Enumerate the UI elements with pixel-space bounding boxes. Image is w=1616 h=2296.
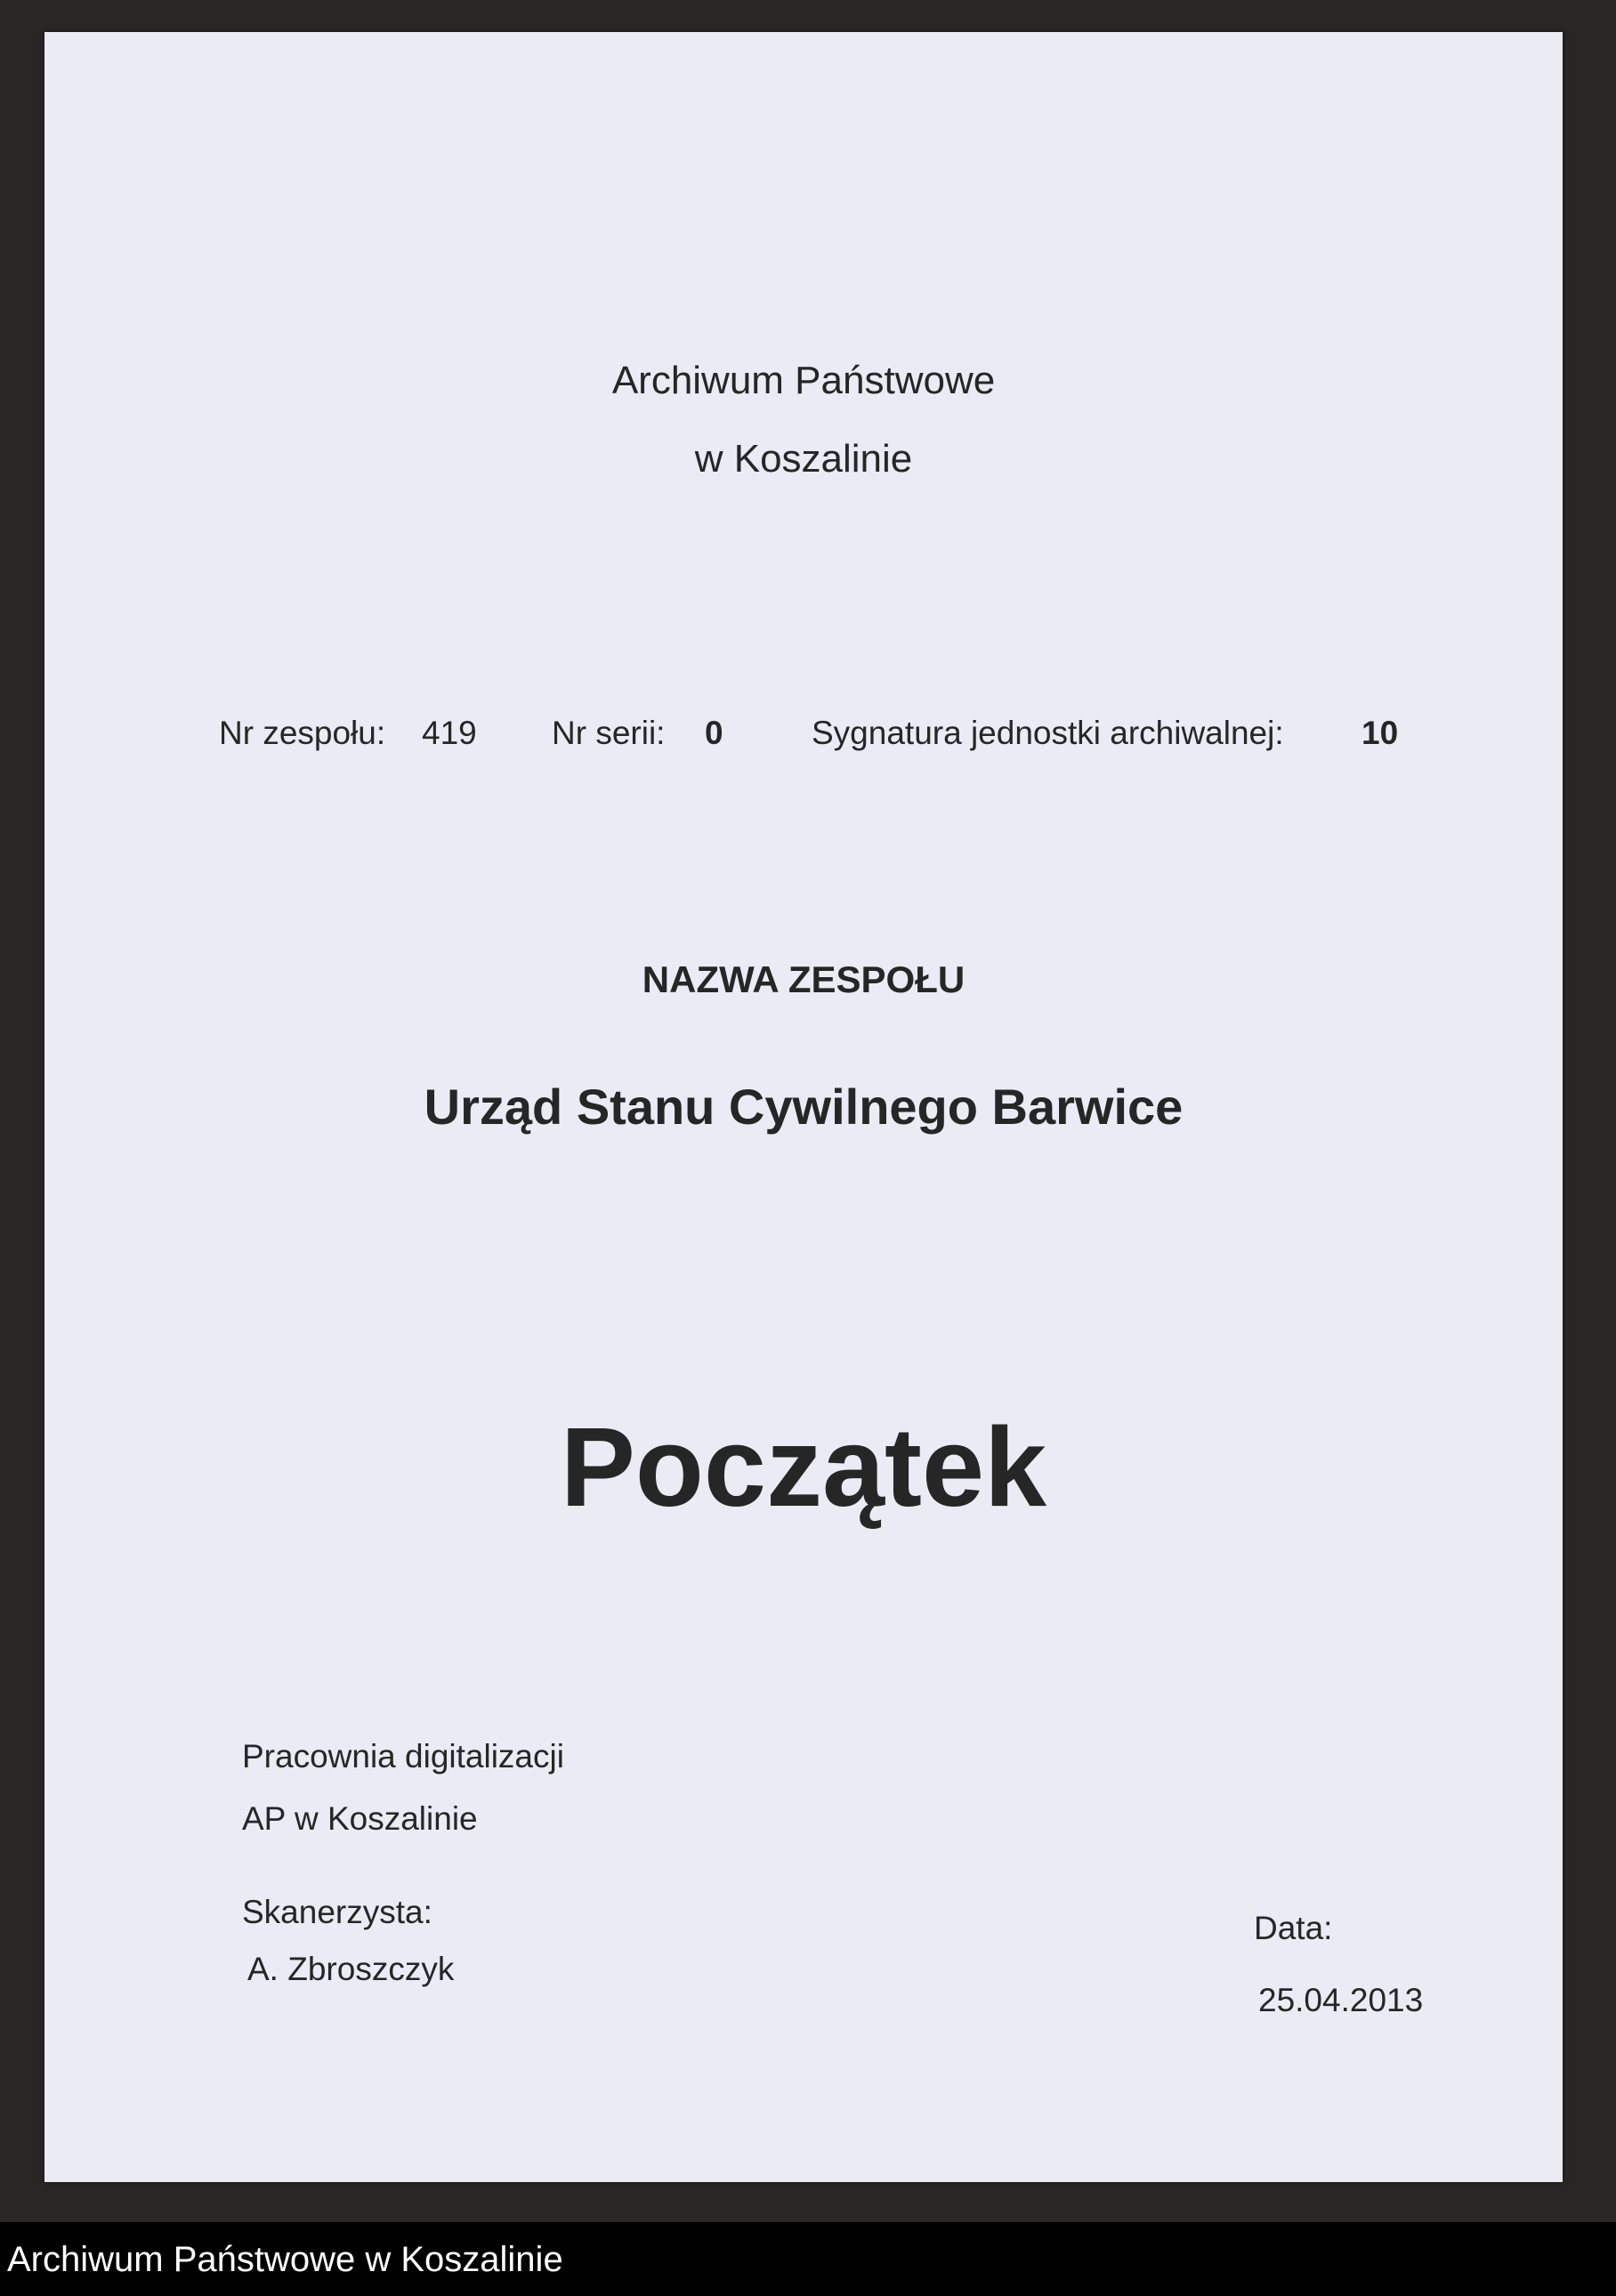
series-number-label: Nr serii:: [552, 715, 666, 751]
document-sheet: [44, 32, 1563, 2182]
series-number-value: 0: [705, 715, 723, 751]
zespol-number-value: 419: [422, 715, 477, 751]
archive-name-line2: w Koszalinie: [694, 437, 913, 481]
footer-bar: [0, 2222, 1616, 2296]
footer-caption: Archiwum Państwowe w Koszalinie: [7, 2240, 563, 2279]
scanner-name: A. Zbroszczyk: [247, 1951, 455, 1987]
zespol-number-label: Nr zespołu:: [219, 715, 386, 751]
digitization-lab-line2: AP w Koszalinie: [242, 1800, 478, 1837]
digitization-lab-line1: Pracownia digitalizacji: [242, 1738, 564, 1775]
date-label: Data:: [1254, 1910, 1333, 1946]
date-value: 25.04.2013: [1258, 1982, 1424, 2018]
archive-name-line1: Archiwum Państwowe: [611, 359, 996, 402]
signature-value: 10: [1361, 715, 1399, 751]
signature-label: Sygnatura jednostki archiwalnej:: [812, 715, 1284, 751]
zespol-heading: NAZWA ZESPOŁU: [642, 958, 966, 1000]
zespol-name: Urząd Stanu Cywilnego Barwice: [424, 1079, 1184, 1135]
marker-title: Początek: [560, 1404, 1047, 1530]
scanner-label: Skanerzysta:: [242, 1894, 432, 1930]
